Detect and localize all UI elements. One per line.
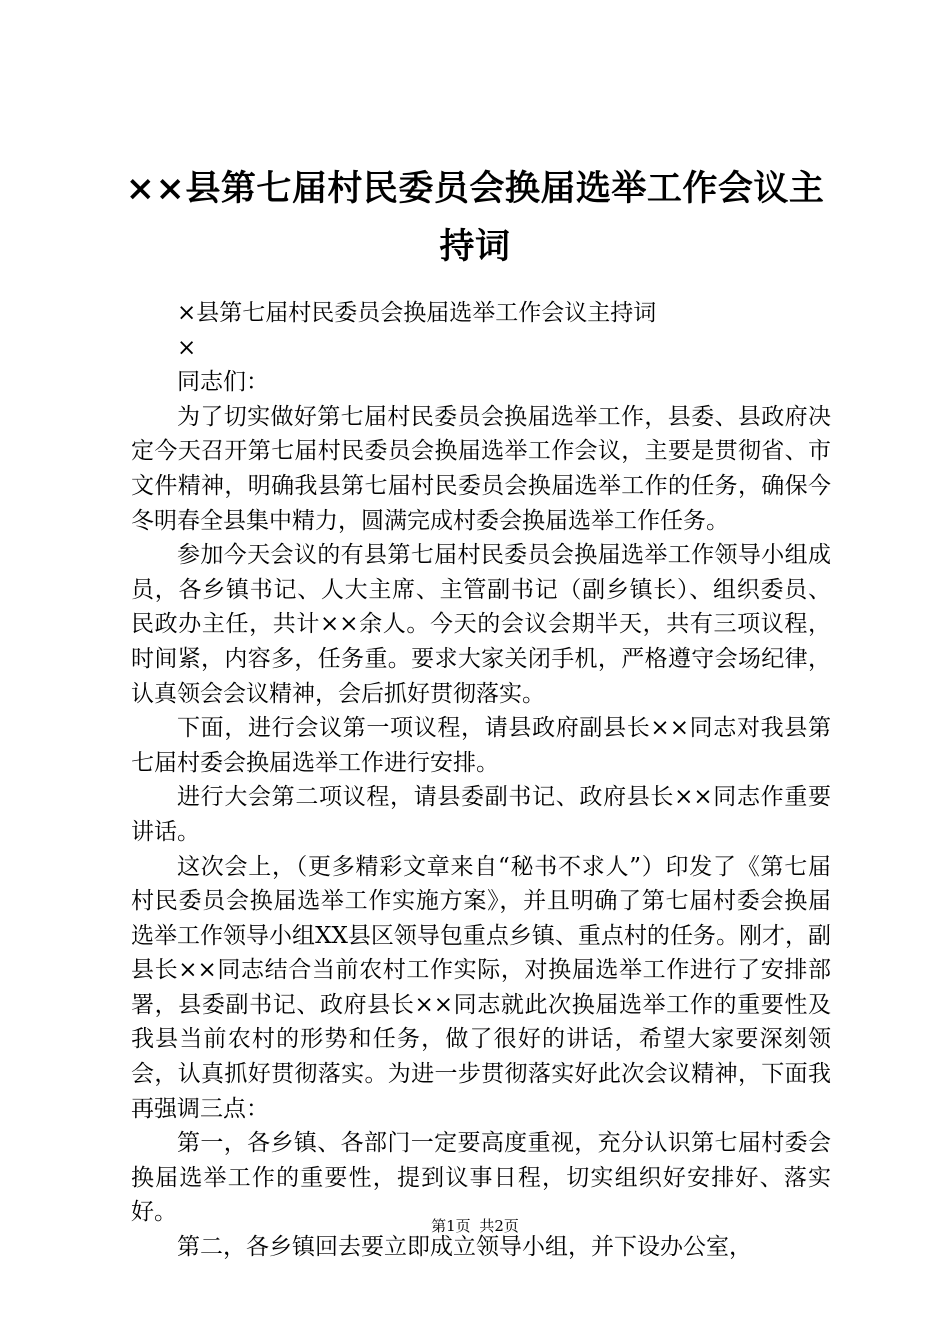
paragraph: 进行大会第二项议程，请县委副书记、政府县长××同志作重要讲话。 [131,784,831,845]
paragraph: 这次会上，（更多精彩文章来自“秘书不求人”）印发了《第七届村民委员会换届选举工作实施方案》，并且明确了第七届村委会换届选举工作领导小组XX县区领导包重点乡镇、重点村的任务。刚才，副县长××同志结合当前农村工作实际，对换届选举工作进行了安排部署，县委副书记、政府县长××同志就此次换届选举工作的重要性及我县当前农村的形势和任务，做了很好的讲话，希望大家要深刻领会，认真抓好贯彻落实。为进一步贯彻落实好此次会议精神，下面我再强调三点： [131,853,831,1122]
paragraph: ×县第七届村民委员会换届选举工作会议主持词 [177,300,657,326]
paragraph: 第二，各乡镇回去要立即成立领导小组，并下设办公室， [177,1234,752,1261]
paragraph: 为了切实做好第七届村民委员会换届选举工作，县委、县政府决定今天召开第七届村民委员会换届选举工作会议，主要是贯彻省、市文件精神，明确我县第七届村民委员会换届选举工作的任务，确保今冬明春全县集中精力，圆满完成村委会换届选举工作任务。 [131,403,831,534]
page-number: 第1页 [431,1217,471,1235]
page-footer [0,1216,950,1236]
paragraph: 第一，各乡镇、各部门一定要高度重视，充分认识第七届村委会换届选举工作的重要性，提到议事日程，切实组织好安排好、落实好。 [131,1130,831,1226]
paragraph: 下面，进行会议第一项议程，请县政府副县长××同志对我县第七届村委会换届选举工作进行安排。 [131,715,831,776]
paragraph: 参加今天会议的有县第七届村民委员会换届选举工作领导小组成员，各乡镇书记、人大主席、主管副书记（副乡镇长）、组织委员、民政办主任，共计××余人。今天的会议会期半天，共有三项议程，时间紧，内容多，任务重。要求大家关闭手机，严格遵守会场纪律，认真领会会议精神，会后抓好贯彻落实。 [131,542,831,707]
page-total: 共2页 [479,1217,519,1235]
document-body [131,296,831,1265]
document-title: ××县第七届村民委员会换届选举工作会议主持词 [125,168,825,267]
paragraph: × [177,334,197,361]
paragraph: 同志们： [177,369,269,396]
